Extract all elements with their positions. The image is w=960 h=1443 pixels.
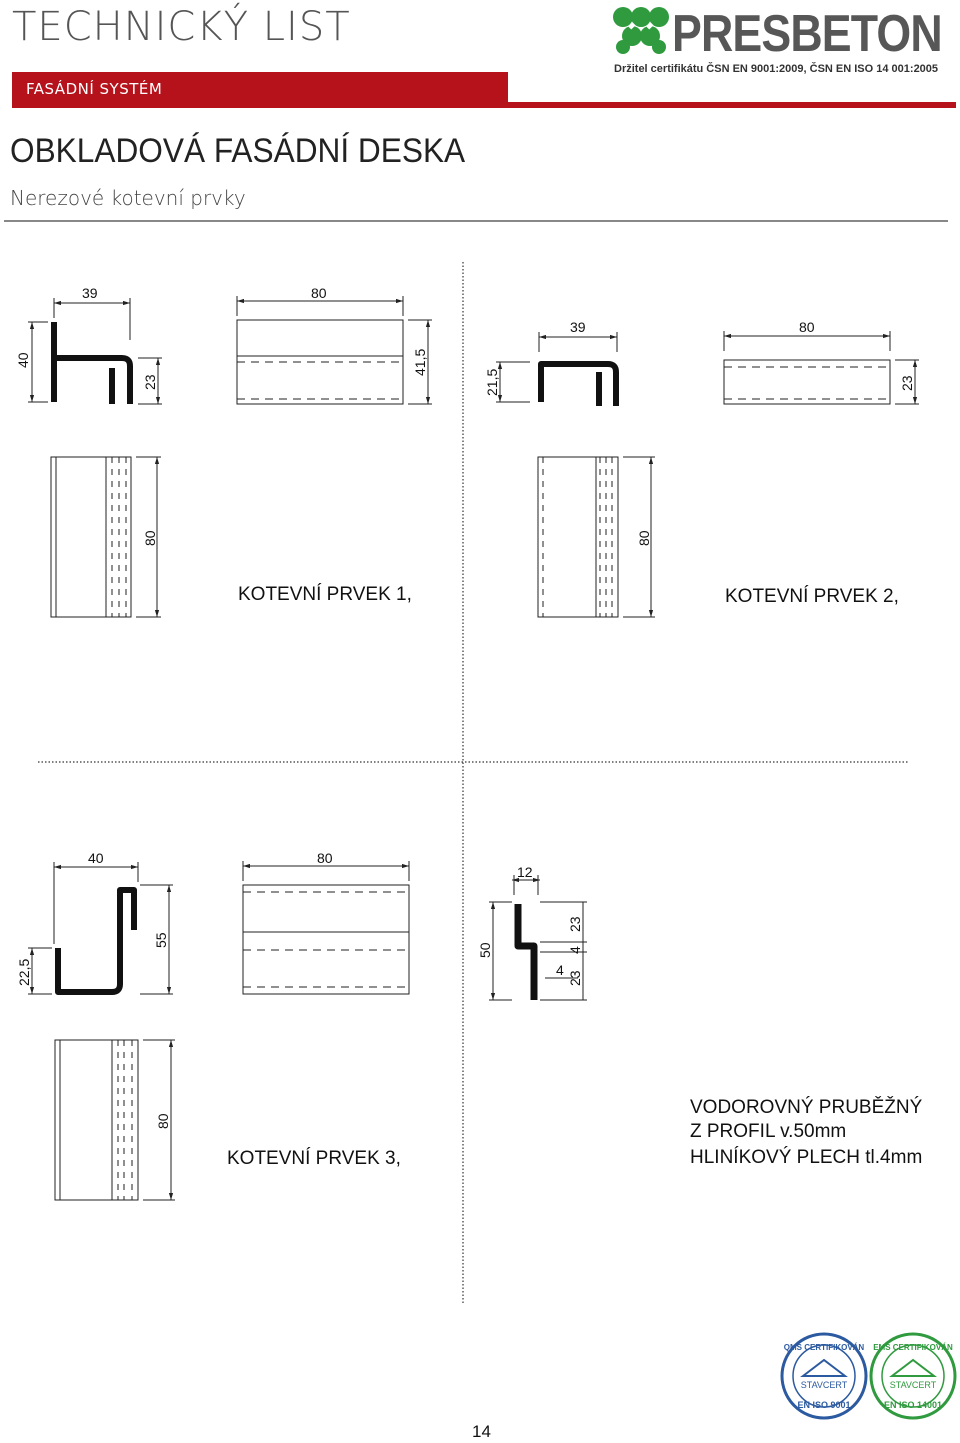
header-title: TECHNICKÝ LIST [12, 4, 351, 50]
dim-e4-d: 23 [567, 970, 583, 986]
dim-e3-h2: 55 [153, 932, 169, 948]
ems-seal-icon [871, 1334, 955, 1418]
dim-e1-h1: 40 [15, 352, 31, 368]
certification-line: Držitel certifikátu ČSN EN 9001:2009, ČSN EN ISO 14 001:2005 [614, 63, 939, 75]
anchor-1-drawing [28, 296, 432, 617]
ems-seal-middle: STAVCERT [889, 1380, 937, 1390]
ems-seal-top: EMS CERTIFIKOVÁN [873, 1343, 953, 1352]
document-title: OBKLADOVÁ FASÁDNÍ DESKA [10, 132, 466, 170]
dim-e2-plan: 80 [636, 530, 652, 546]
caption-z-profile-line3: HLINÍKOVÝ PLECH tl.4mm [690, 1147, 923, 1168]
dim-e1-h3: 41,5 [412, 348, 428, 376]
document-subtitle: Nerezové kotevní prvky [10, 186, 246, 210]
qms-seal-middle: STAVCERT [800, 1380, 848, 1390]
caption-anchor-2: KOTEVNÍ PRVEK 2, [725, 586, 899, 607]
ems-seal-bottom: EN ISO 14001 [883, 1400, 943, 1410]
dim-e1-w1: 39 [82, 285, 98, 301]
dim-e1-h2: 23 [142, 374, 158, 390]
dim-e2-w1: 39 [570, 319, 586, 335]
system-label: FASÁDNÍ SYSTÉM [26, 80, 163, 98]
dim-e3-plan: 80 [155, 1113, 171, 1129]
qms-seal-icon [782, 1334, 866, 1418]
dim-e4-b: 4 [567, 946, 583, 954]
caption-anchor-3: KOTEVNÍ PRVEK 3, [227, 1148, 401, 1169]
anchor-2-drawing [496, 331, 919, 617]
dim-e4-h: 50 [477, 942, 493, 958]
dim-e3-w2: 80 [317, 850, 333, 866]
dim-e3-h1: 22,5 [16, 958, 32, 986]
qms-seal-bottom: EN ISO 9001 [797, 1400, 851, 1410]
page-number: 14 [472, 1422, 491, 1441]
dim-e1-plan: 80 [142, 530, 158, 546]
caption-z-profile-line1: VODOROVNÝ PRUBĚŽNÝ [690, 1097, 923, 1118]
dim-e3-w1: 40 [88, 850, 104, 866]
dim-e2-h1: 21,5 [484, 368, 500, 396]
dim-e4-c: 4 [556, 962, 564, 978]
dim-e2-w2: 80 [799, 319, 815, 335]
dim-e4-w: 12 [517, 864, 533, 880]
dim-e4-a: 23 [567, 916, 583, 932]
brand-name: PRESBETON [672, 5, 942, 63]
dim-e2-h2: 23 [899, 375, 915, 391]
dim-e1-w2: 80 [311, 285, 327, 301]
caption-z-profile-line2: Z PROFIL v.50mm [690, 1121, 847, 1142]
qms-seal-top: QMS CERTIFIKOVÁN [783, 1343, 865, 1352]
caption-anchor-1: KOTEVNÍ PRVEK 1, [238, 584, 412, 605]
